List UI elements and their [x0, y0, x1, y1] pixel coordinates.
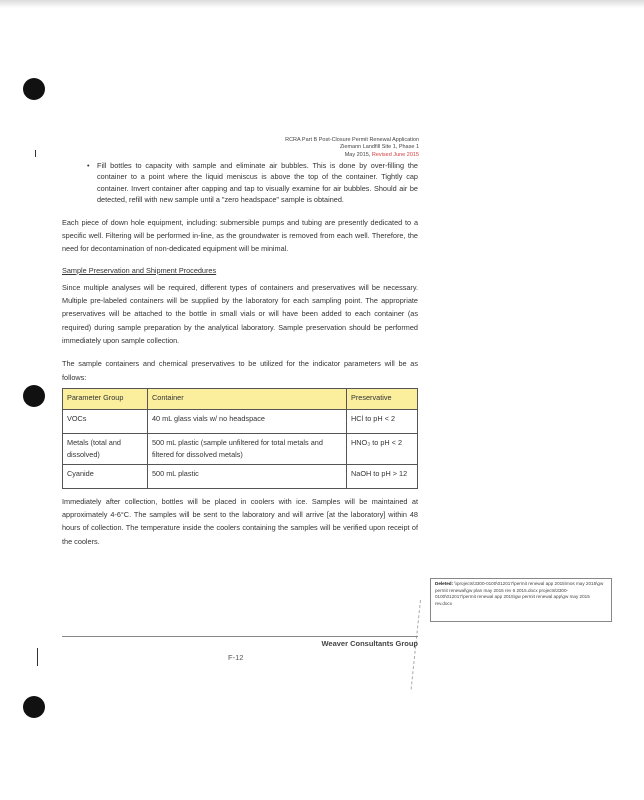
table-row	[63, 433, 418, 464]
paragraph-closing: Immediately after collection, bottles will be placed in coolers with ice. Samples will be maintained at approximately 4-6°C. The samples will be sent to the laboratory and will arrive [at the laboratory] within 48 hours of collection. The temperature inside the coolers containing the samples will be verified upon receipt of the coolers.	[62, 496, 418, 546]
running-header	[285, 137, 419, 159]
footer-company: Weaver Consultants Group	[321, 639, 418, 648]
table-row	[63, 409, 418, 433]
list-item	[87, 160, 418, 206]
table-cell: HCl to pH < 2	[347, 409, 418, 433]
bullet-icon: •	[87, 161, 90, 170]
margin-mark	[37, 648, 38, 666]
column-header: Parameter Group	[63, 388, 148, 409]
deleted-comment-balloon[interactable]	[430, 578, 612, 622]
page-top-shadow	[0, 0, 644, 8]
table-row	[63, 464, 418, 488]
table-cell: Cyanide	[63, 464, 148, 488]
punch-hole-top	[23, 78, 45, 100]
preservation-table	[62, 388, 418, 489]
deleted-text: \\projects\3300-0100\012017\permit renewal app 2015\mos may 2015\gw permit renewal\gw plan may 2015 rev 6 2015.docx projects\3300-0100\012017\permit renewal app 2015\gw permit renewal app\gw may 2015 rev.docx	[435, 581, 604, 606]
header-date: May 2015,	[344, 151, 371, 158]
column-header: Preservative	[347, 388, 418, 409]
paragraph-equipment: Each piece of down hole equipment, including: submersible pumps and tubing are presently dedicated to a specific well. Filtering will be performed in-line, as the groundwater is removed from each well. Therefore, the need for decontamination of non-dedicated equipment will be minimal.	[62, 217, 418, 254]
footer-rule	[62, 636, 418, 637]
section-heading: Sample Preservation and Shipment Procedures	[62, 265, 217, 275]
table-cell: HNO₃ to pH < 2	[347, 433, 418, 464]
header-line-2: Ziemann Landfill Site 1, Phase 1	[339, 144, 419, 151]
punch-hole-bottom	[23, 696, 45, 718]
document-body	[62, 160, 418, 548]
table-cell: Metals (total and dissolved)	[63, 433, 148, 464]
table-cell: 500 mL plastic	[148, 464, 347, 488]
paragraph-preservation: Since multiple analyses will be required, different types of containers and preservatives will be necessary. Multiple pre-labeled containers will be supplied by the laboratory for each sampling point. The appropriate preservatives will be attached to the bottle in small vials or will have been added to each container (as required) during sample preparation by the analytical laboratory. Sample preservation should be performed immediately upon sample collection.	[62, 282, 418, 345]
paragraph-table-intro: The sample containers and chemical preservatives to be utilized for the indicator parameters will be as follows:	[62, 359, 418, 382]
margin-mark	[35, 150, 36, 157]
table-header-row	[63, 388, 418, 409]
table-cell: NaOH to pH > 12	[347, 464, 418, 488]
column-header: Container	[148, 388, 347, 409]
header-line-3	[285, 152, 419, 159]
table-cell: 40 mL glass vials w/ no headspace	[148, 409, 347, 433]
bullet-text: Fill bottles to capacity with sample and eliminate air bubbles. This is done by over-filling the container to a point where the liquid meniscus is above the top of the container. Tightly cap container. Invert container after capping and tap to visually examine for air bubbles. Should air be detected, refill with new sample until a "zero headspace" sample is obtained.	[97, 161, 418, 205]
punch-hole-middle	[23, 385, 45, 407]
table-cell: 500 mL plastic (sample unfiltered for total metals and filtered for dissolved metals)	[148, 433, 347, 464]
deleted-label: Deleted:	[435, 581, 454, 586]
header-revised: Revised June 2015	[371, 151, 419, 158]
table-cell: VOCs	[63, 409, 148, 433]
header-line-1: RCRA Part B Post-Closure Permit Renewal Application	[285, 137, 419, 143]
page-number: F-12	[228, 653, 244, 662]
